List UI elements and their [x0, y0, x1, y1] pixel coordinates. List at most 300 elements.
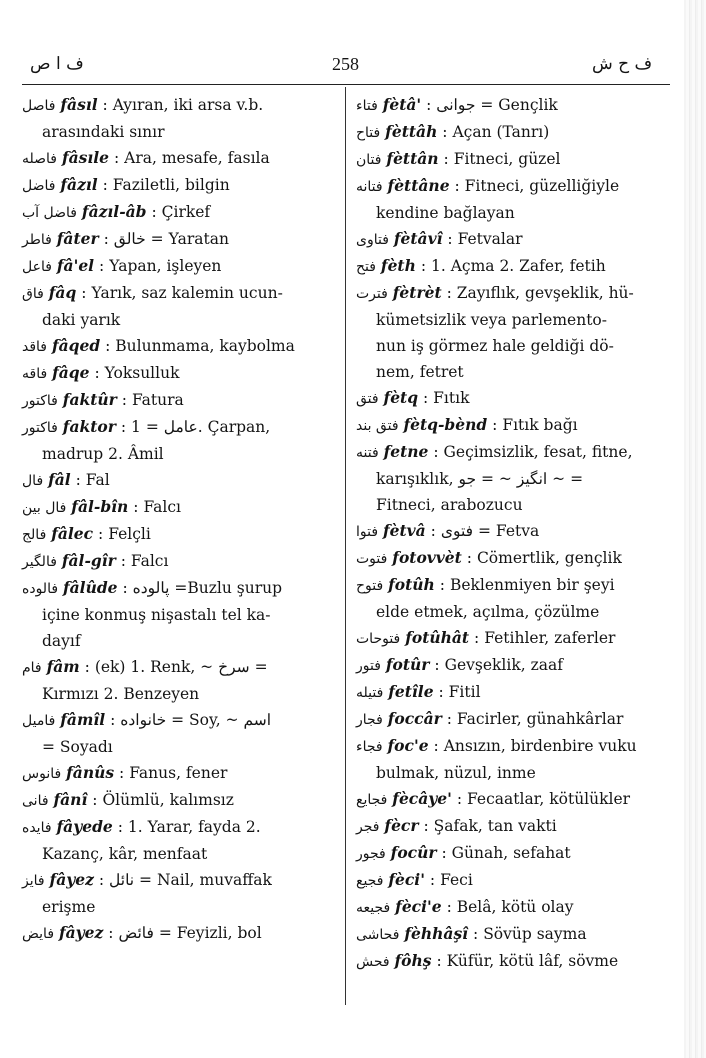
entry-separator: :: [133, 498, 139, 516]
entry-first-line: [356, 894, 662, 921]
entry-headword: fâzıl-âb: [81, 202, 147, 221]
dictionary-entry: [356, 786, 662, 813]
entry-definition: Sövüp sayma: [483, 925, 587, 943]
entry-arabic-form: فاقد: [22, 339, 47, 355]
entry-definition: Yarık, saz kalemin ucun-: [91, 284, 283, 302]
entry-separator: :: [442, 123, 448, 141]
entry-definition: (ek) 1. Renk, ~ سرخ =: [94, 658, 268, 676]
entry-headword: fetîle: [388, 682, 434, 701]
entry-separator: :: [92, 791, 98, 809]
entry-first-line: [356, 253, 662, 280]
entry-separator: :: [119, 764, 125, 782]
entry-headword: fètrèt: [392, 283, 442, 302]
entry-arabic-form: فايز: [22, 873, 45, 889]
entry-separator: :: [433, 737, 439, 755]
column-divider: [345, 87, 346, 1005]
entry-arabic-form: فحاشى: [356, 927, 400, 943]
entry-definition: Yoksulluk: [104, 364, 180, 382]
entry-separator: :: [430, 522, 436, 540]
dictionary-entry: [356, 385, 662, 412]
entry-headword: fâyede: [56, 817, 113, 836]
dictionary-entry: [356, 280, 662, 385]
entry-first-line: [22, 360, 338, 387]
entry-definition: Falcı: [130, 552, 169, 570]
entry-definition: Fecaatlar, kötülükler: [467, 790, 631, 808]
entry-continuation-line: nun iş görmez hale geldiği dö-: [376, 337, 614, 355]
entry-arabic-form: فاكتور: [22, 393, 58, 409]
entry-arabic-form: فتانه: [356, 179, 383, 195]
entry-headword: fèttâh: [385, 122, 438, 141]
entry-first-line: [356, 867, 662, 894]
entry-first-line: [356, 92, 662, 119]
entry-arabic-form: فجيع: [356, 873, 384, 889]
entry-separator: :: [122, 579, 128, 597]
entry-definition: Faziletli, bilgin: [112, 176, 230, 194]
entry-continuation-line: kendine bağlayan: [376, 204, 515, 222]
entry-arabic-form: فجر: [356, 819, 380, 835]
entry-first-line: [356, 173, 662, 200]
entry-definition: Bulunmama, kaybolma: [115, 337, 295, 355]
entry-definition: 1. Açma 2. Zafer, fetih: [430, 257, 606, 275]
entry-headword: fâlec: [51, 524, 94, 543]
entry-first-line: [22, 414, 338, 441]
entry-separator: :: [75, 471, 81, 489]
entry-separator: :: [117, 818, 123, 836]
entry-first-line: [356, 921, 662, 948]
dictionary-entry: [356, 518, 662, 545]
entry-arabic-form: فتوا: [356, 524, 379, 540]
entry-definition: Fıtık bağı: [502, 416, 578, 434]
entry-arabic-form: فجيعه: [356, 900, 391, 916]
entry-separator: :: [454, 177, 460, 195]
entry-separator: :: [120, 552, 126, 570]
entry-arabic-form: فتق بند: [356, 418, 399, 434]
entry-headword: fotûh: [388, 575, 435, 594]
dictionary-entry: [22, 654, 338, 707]
entry-first-line: [22, 494, 338, 521]
dictionary-entry: [356, 733, 662, 786]
dictionary-entry: [356, 412, 662, 439]
entry-definition: Ölümlü, kalımsız: [102, 791, 234, 809]
entry-definition: Fetihler, zaferler: [484, 629, 616, 647]
entry-headword: focûr: [390, 843, 437, 862]
entry-separator: :: [434, 656, 440, 674]
dictionary-entry: [356, 921, 662, 948]
entry-separator: :: [446, 284, 452, 302]
entry-definition: Çirkef: [161, 203, 211, 221]
entry-first-line: [22, 92, 338, 119]
dictionary-entry: [356, 840, 662, 867]
dictionary-entry: [22, 172, 338, 199]
entry-headword: fâm: [46, 657, 80, 676]
dictionary-entry: [356, 867, 662, 894]
entry-first-line: [356, 572, 662, 599]
entry-definition: Ansızın, birdenbire vuku: [443, 737, 637, 755]
dictionary-entry: [356, 948, 662, 975]
entry-arabic-form: فتق: [356, 391, 379, 407]
entry-arabic-form: فتاء: [356, 98, 378, 114]
entry-first-line: [356, 733, 662, 760]
entry-first-line: [22, 199, 338, 226]
entry-first-line: [356, 385, 662, 412]
entry-arabic-form: فتاوى: [356, 232, 389, 248]
entry-arabic-form: فاميل: [22, 713, 56, 729]
entry-first-line: [22, 760, 338, 787]
running-head-right: ف ح ش: [592, 54, 653, 74]
entry-headword: fotovvèt: [392, 548, 462, 567]
dictionary-entry: [356, 813, 662, 840]
entry-headword: fâl-gîr: [61, 551, 116, 570]
entry-continuation-line: arasındaki sınır: [42, 123, 165, 141]
dictionary-entry: [22, 548, 338, 575]
dictionary-entry: [356, 652, 662, 679]
entry-definition: Facirler, günahkârlar: [456, 710, 624, 728]
dictionary-entry: [22, 145, 338, 172]
entry-arabic-form: فحش: [356, 954, 390, 970]
entry-separator: :: [423, 817, 429, 835]
dictionary-entry: [22, 333, 338, 360]
entry-definition: فتوى = Fetva: [440, 522, 540, 540]
entry-definition: Fetvalar: [457, 230, 523, 248]
entry-first-line: [356, 786, 662, 813]
dictionary-entry: [356, 146, 662, 173]
entry-separator: :: [456, 790, 463, 808]
entry-definition: Zayıflık, gevşeklik, hü-: [456, 284, 634, 302]
entry-separator: :: [94, 364, 100, 382]
dictionary-entry: [356, 439, 662, 518]
entry-arabic-form: فاصله: [22, 151, 57, 167]
entry-definition: Ara, mesafe, fasıla: [124, 149, 270, 167]
dictionary-entry: [356, 625, 662, 652]
entry-separator: :: [438, 683, 444, 701]
entry-arabic-form: فالوده: [22, 581, 59, 597]
dictionary-entry: [22, 253, 338, 280]
entry-headword: fâmîl: [60, 710, 106, 729]
entry-separator: :: [108, 924, 114, 942]
entry-headword: fânûs: [66, 763, 115, 782]
entry-continuation-line: madrup 2. Âmil: [42, 445, 164, 463]
entry-headword: fètvâ: [382, 521, 426, 540]
entry-arabic-form: فالج: [22, 527, 47, 543]
entry-continuation-line: dayıf: [42, 632, 81, 650]
entry-definition: Açan (Tanrı): [452, 123, 550, 141]
entry-separator: :: [99, 257, 105, 275]
entry-definition: Belâ, kötü olay: [456, 898, 574, 916]
entry-arabic-form: فام: [22, 660, 42, 676]
entry-headword: fânî: [53, 790, 88, 809]
entry-first-line: [356, 146, 662, 173]
entry-definition: Fatura: [131, 391, 184, 409]
dictionary-entry: [22, 787, 338, 814]
entry-first-line: [22, 172, 338, 199]
entry-separator: :: [420, 257, 427, 275]
dictionary-entry: [22, 414, 338, 467]
entry-arabic-form: فالگير: [22, 554, 57, 570]
entry-separator: :: [447, 230, 453, 248]
entry-definition: فائض = Feyizli, bol: [118, 924, 262, 942]
dictionary-entry: [356, 545, 662, 572]
entry-continuation-line: nem, fetret: [376, 363, 464, 381]
entry-separator: :: [110, 711, 116, 729]
entry-arabic-form: فجاء: [356, 739, 383, 755]
entry-headword: fâl: [48, 470, 71, 489]
dictionary-entry: [356, 572, 662, 625]
dictionary-entry: [356, 119, 662, 146]
entry-separator: :: [151, 203, 157, 221]
entry-definition: Fitneci, güzelliğiyle: [464, 177, 620, 195]
entry-headword: fâzıl: [60, 175, 98, 194]
entry-arabic-form: فتاح: [356, 125, 381, 141]
dictionary-entry: [22, 814, 338, 867]
entry-arabic-form: فجايع: [356, 792, 388, 808]
entry-first-line: [22, 575, 338, 602]
entry-first-line: [356, 119, 662, 146]
entry-continuation-line: Kırmızı 2. Benzeyen: [42, 685, 200, 703]
entry-arabic-form: فانوس: [22, 766, 62, 782]
dictionary-entry: [356, 226, 662, 253]
entry-continuation-line: Kazanç, kâr, menfaat: [42, 845, 208, 863]
entry-arabic-form: فتيله: [356, 685, 384, 701]
entry-headword: fècâye': [392, 789, 452, 808]
dictionary-entry: [22, 199, 338, 226]
entry-first-line: [22, 707, 338, 734]
entry-headword: fâlûde: [62, 578, 118, 597]
entry-arabic-form: فجار: [356, 712, 383, 728]
entry-arabic-form: فاضل: [22, 178, 56, 194]
dictionary-entry: [356, 894, 662, 921]
entry-first-line: [356, 625, 662, 652]
entry-headword: faktûr: [62, 390, 117, 409]
left-column: [22, 92, 338, 947]
entry-definition: Ayıran, iki arsa v.b.: [112, 96, 264, 114]
entry-definition: پالوده =Buzlu şurup: [132, 579, 283, 597]
entry-definition: خالق = Yaratan: [113, 230, 229, 248]
dictionary-entry: [22, 867, 338, 920]
entry-separator: :: [105, 337, 111, 355]
page-number: 258: [332, 54, 359, 74]
entry-first-line: [356, 679, 662, 706]
entry-headword: fètâvî: [393, 229, 443, 248]
entry-separator: :: [423, 389, 429, 407]
entry-separator: :: [102, 176, 108, 194]
entry-separator: :: [103, 230, 109, 248]
entry-first-line: [356, 226, 662, 253]
entry-arabic-form: فتح: [356, 259, 376, 275]
entry-headword: fâter: [56, 229, 99, 248]
entry-definition: نائل = Nail, muvaffak: [109, 871, 272, 889]
entry-separator: :: [102, 96, 108, 114]
entry-definition: Küfür, kötü lâf, sövme: [446, 952, 619, 970]
entry-definition: خانواده = Soy, ~ اسم: [120, 711, 272, 729]
entry-continuation-line: elde etmek, açılma, çözülme: [376, 603, 600, 621]
entry-definition: Yapan, işleyen: [109, 257, 222, 275]
entry-arabic-form: فاق: [22, 286, 44, 302]
entry-separator: :: [98, 525, 104, 543]
entry-headword: fèci'e: [395, 897, 442, 916]
entry-headword: fôhş: [394, 951, 432, 970]
entry-headword: foccâr: [387, 709, 442, 728]
entry-arabic-form: فاقه: [22, 366, 48, 382]
dictionary-entry: [22, 226, 338, 253]
entry-separator: :: [429, 871, 436, 889]
entry-separator: :: [426, 96, 432, 114]
entry-continuation-line: bulmak, nüzul, inme: [376, 764, 536, 782]
entry-first-line: [22, 387, 338, 414]
entry-definition: Cömertlik, gençlik: [476, 549, 622, 567]
entry-definition: Şafak, tan vakti: [433, 817, 557, 835]
entry-first-line: [356, 706, 662, 733]
dictionary-entry: [22, 467, 338, 494]
entry-headword: fotûr: [385, 655, 430, 674]
entry-first-line: [22, 145, 338, 172]
entry-separator: :: [81, 284, 87, 302]
dictionary-entry: [356, 253, 662, 280]
entry-arabic-form: فتان: [356, 152, 382, 168]
entry-arabic-form: فترت: [356, 286, 388, 302]
right-column: [356, 92, 662, 975]
entry-arabic-form: فجور: [356, 846, 386, 862]
entry-arabic-form: فانى: [22, 793, 49, 809]
entry-separator: :: [84, 658, 90, 676]
entry-first-line: [22, 467, 338, 494]
entry-separator: :: [439, 576, 446, 594]
entry-arabic-form: فاصل: [22, 98, 56, 114]
entry-arabic-form: فايض: [22, 926, 55, 942]
entry-definition: جوانى = Gençlik: [436, 96, 558, 114]
entry-continuation-line: daki yarık: [42, 311, 121, 329]
entry-headword: foc'e: [387, 736, 429, 755]
entry-arabic-form: فال: [22, 473, 44, 489]
dictionary-entry: [356, 173, 662, 226]
entry-headword: fâyez: [58, 923, 104, 942]
entry-definition: Falcı: [143, 498, 181, 516]
entry-definition: Fıtık: [433, 389, 470, 407]
dictionary-entry: [356, 706, 662, 733]
entry-definition: Beklenmiyen bir şeyi: [449, 576, 615, 594]
dictionary-entry: [356, 679, 662, 706]
entry-headword: fètq-bènd: [403, 415, 488, 434]
entry-headword: fètq: [383, 388, 419, 407]
entry-first-line: [22, 253, 338, 280]
entry-separator: :: [121, 391, 127, 409]
entry-first-line: [356, 412, 662, 439]
entry-headword: fetne: [383, 442, 429, 461]
entry-definition: عامل = 1. Çarpan,: [131, 418, 271, 436]
entry-headword: fâsıle: [61, 148, 110, 167]
dictionary-entry: [356, 92, 662, 119]
entry-separator: :: [441, 844, 447, 862]
entry-continuation-line: Fitneci, arabozucu: [376, 496, 523, 514]
entry-headword: fècr: [384, 816, 419, 835]
dictionary-entry: [22, 575, 338, 654]
entry-arabic-form: فاضل آب: [22, 205, 77, 221]
entry-separator: :: [98, 871, 105, 889]
dictionary-entry: [22, 920, 338, 947]
entry-definition: Feci: [440, 871, 473, 889]
header-rule: [22, 84, 670, 85]
entry-arabic-form: فايده: [22, 820, 52, 836]
entry-definition: 1. Yarar, fayda 2.: [127, 818, 261, 836]
entry-separator: :: [466, 549, 472, 567]
entry-definition: Fanus, fener: [129, 764, 228, 782]
entry-separator: :: [492, 416, 498, 434]
entry-separator: :: [474, 629, 480, 647]
entry-separator: :: [443, 150, 449, 168]
entry-headword: fèttân: [386, 149, 439, 168]
entry-headword: fèci': [388, 870, 425, 889]
entry-definition: Gevşeklik, zaaf: [444, 656, 563, 674]
entry-separator: :: [473, 925, 479, 943]
entry-headword: fâq: [48, 283, 77, 302]
entry-first-line: [22, 521, 338, 548]
entry-first-line: [356, 813, 662, 840]
entry-first-line: [356, 280, 662, 307]
dictionary-entry: [22, 707, 338, 760]
entry-first-line: [22, 548, 338, 575]
entry-arabic-form: فاطر: [22, 232, 52, 248]
entry-continuation-line: = Soyadı: [42, 738, 113, 756]
entry-definition: Felçli: [108, 525, 151, 543]
entry-first-line: [356, 948, 662, 975]
entry-definition: Fal: [85, 471, 110, 489]
entry-first-line: [356, 840, 662, 867]
entry-arabic-form: فاعل: [22, 259, 52, 275]
entry-headword: fâsıl: [60, 95, 98, 114]
entry-separator: :: [436, 952, 442, 970]
entry-first-line: [22, 333, 338, 360]
entry-first-line: [22, 226, 338, 253]
dictionary-entry: [22, 494, 338, 521]
entry-definition: Fitil: [448, 683, 481, 701]
entry-headword: fâqed: [51, 336, 101, 355]
entry-separator: :: [446, 710, 452, 728]
page-edge-texture: [684, 0, 706, 1058]
entry-arabic-form: فال بين: [22, 500, 67, 516]
entry-first-line: [22, 920, 338, 947]
entry-first-line: [356, 439, 662, 466]
entry-separator: :: [446, 898, 452, 916]
entry-headword: fètâ': [382, 95, 422, 114]
dictionary-entry: [22, 387, 338, 414]
entry-headword: fèttâne: [387, 176, 450, 195]
dictionary-entry: [22, 760, 338, 787]
entry-headword: fâ'el: [56, 256, 95, 275]
entry-first-line: [22, 867, 338, 894]
entry-continuation-line: karışıklık, انگيز ~ = جو ~ =: [376, 470, 584, 488]
entry-headword: fèhhâşî: [404, 924, 469, 943]
entry-first-line: [22, 787, 338, 814]
dictionary-entry: [22, 280, 338, 333]
entry-arabic-form: فتوت: [356, 551, 388, 567]
entry-first-line: [356, 545, 662, 572]
entry-arabic-form: فتوحات: [356, 631, 401, 647]
entry-separator: :: [113, 149, 120, 167]
entry-definition: Fitneci, güzel: [453, 150, 561, 168]
entry-separator: :: [120, 418, 127, 436]
entry-first-line: [356, 652, 662, 679]
entry-first-line: [22, 280, 338, 307]
dictionary-entry: [22, 521, 338, 548]
entry-separator: :: [433, 443, 439, 461]
entry-headword: fâyez: [49, 870, 94, 889]
dictionary-entry: [22, 92, 338, 145]
entry-continuation-line: erişme: [42, 898, 96, 916]
entry-definition: Geçimsizlik, fesat, fitne,: [443, 443, 633, 461]
entry-arabic-form: فتوح: [356, 578, 384, 594]
entry-first-line: [22, 654, 338, 681]
entry-continuation-line: kümetsizlik veya parlemento-: [376, 311, 607, 329]
entry-headword: fèth: [380, 256, 416, 275]
